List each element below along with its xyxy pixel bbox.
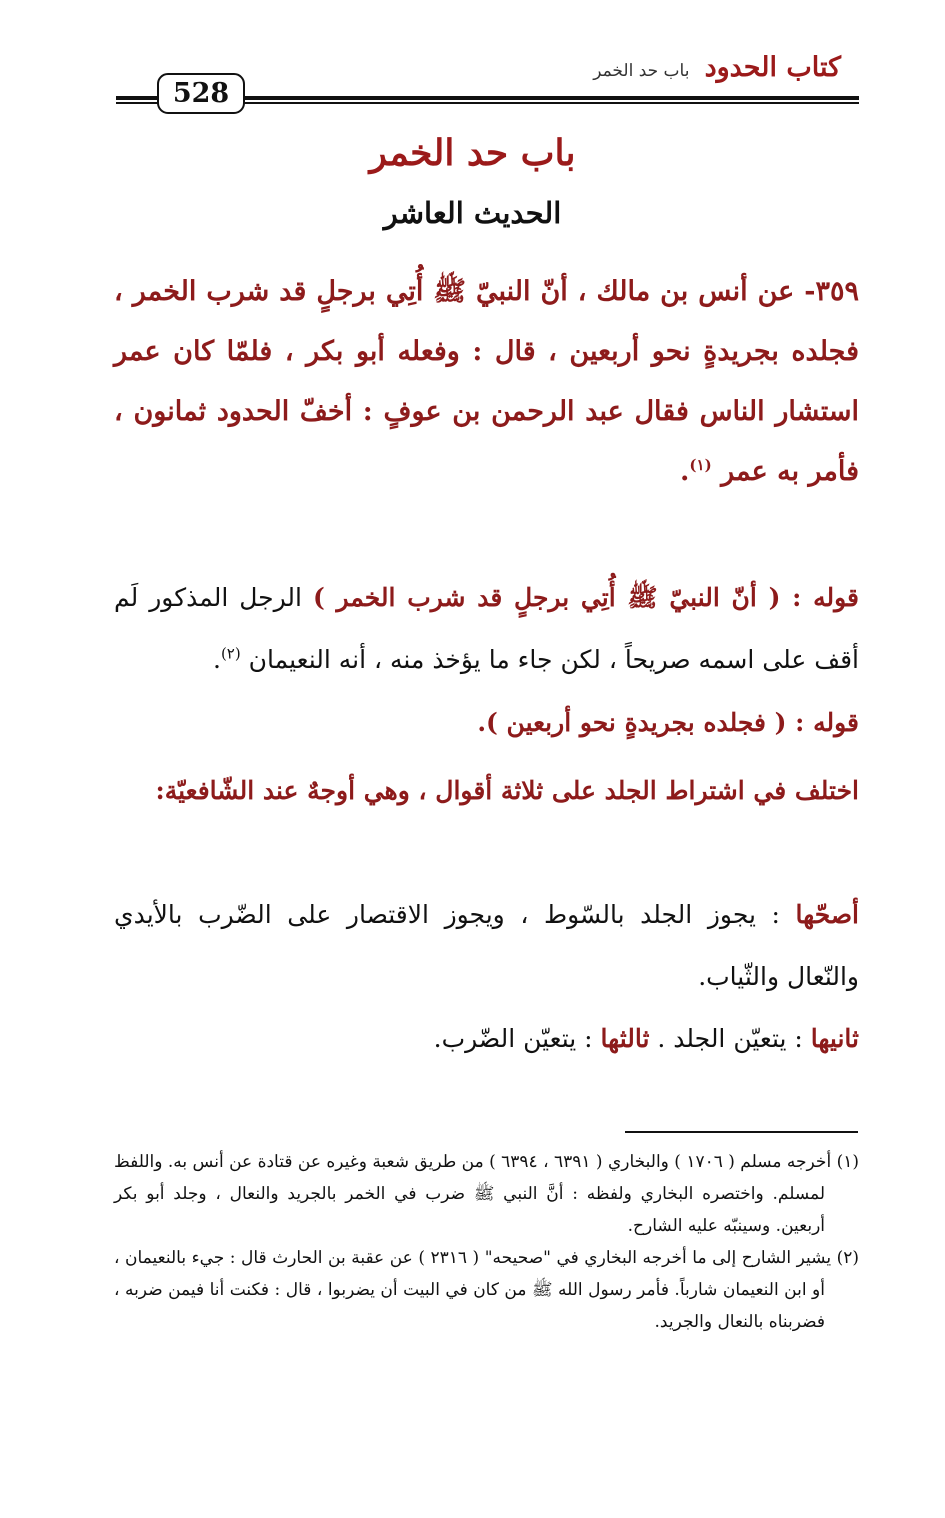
opinion-first-label: أصحّها	[795, 900, 859, 929]
footnote-2: (٢) يشير الشارح إلى ما أخرجه البخاري في "صحيحه" ( ٢٣١٦ ) عن عقبة بن الحارث قال : جيء بالنعيمان ، أو ابن النعيمان شارباً. فأمر رسول الله ﷺ من كان في البيت أن يضربوا ، قال : فكنت أنا فيمن ضربه ، فضربناه بالنعال والجريد.	[114, 1248, 859, 1332]
opinion-second-text: : يتعيّن الجلد .	[649, 1024, 811, 1053]
opinion-third-text: : يتعيّن الضّرب.	[433, 1024, 601, 1053]
commentary-paragraph-5	[114, 1008, 859, 1070]
book-title: كتاب الحدود	[704, 52, 841, 83]
page-header	[0, 0, 945, 130]
hadith-body: ٣٥٩- عن أنس بن مالك ، أنّ النبيّ ﷺ أُتِي برجلٍ قد شرب الخمر ، فجلده بجريدةٍ نحو أربعين ، قال : وفعله أبو بكر ، فلمّا كان عمر استشار الناس فقال عبد الرحمن بن عوفٍ : أخفّ الحدود ثمانون ، فأمر به عمر	[114, 276, 859, 487]
chapter-title: باب حد الخمر	[369, 132, 576, 174]
opinion-second-label: ثانيها	[810, 1024, 859, 1053]
commentary-paragraph-2	[114, 692, 859, 754]
commentary-paragraph-3: اختلف في اشتراط الجلد على ثلاثة أقوال ، وهي أوجهٌ عند الشّافعيّة:	[155, 776, 859, 805]
page-number: 528	[157, 73, 245, 114]
commentary-text-1: الرجل المذكور لَم أقف على اسمه صريحاً ، لكن جاء ما يؤخذ منه ، أنه النعيمان	[114, 583, 859, 674]
running-chapter-title: باب حد الخمر	[593, 61, 690, 81]
commentary-paragraph-4	[114, 884, 859, 1008]
commentary-paragraph-1: قوله : ( أنّ النبيّ ﷺ أُتِي برجلٍ قد شرب الخمر ) الرجل المذكور لَم أقف على اسمه صريحاً ، لكن جاء ما يؤخذ منه ، أنه النعيمان $^{(٢)}$.	[114, 583, 859, 674]
footnotes	[114, 1146, 859, 1338]
footnote-separator	[625, 1131, 858, 1133]
footnote-ref-2: (٢)	[220, 644, 241, 663]
commentary-lead-1: قوله : ( أنّ النبيّ ﷺ أُتِي برجلٍ قد شرب الخمر )	[312, 583, 859, 612]
commentary-lead-2: قوله : ( فجلده بجريدةٍ نحو أربعين ).	[477, 708, 859, 737]
opinion-first-text: : يجوز الجلد بالسّوط ، ويجوز الاقتصار على الضّرب بالأيدي والنّعال والثّياب.	[114, 900, 859, 991]
opinion-third-label: ثالثها	[600, 1024, 650, 1053]
hadith-text: ٣٥٩- عن أنس بن مالك ، أنّ النبيّ ﷺ أُتِي برجلٍ قد شرب الخمر ، فجلده بجريدةٍ نحو أربعين ، قال : وفعله أبو بكر ، فلمّا كان عمر استشار الناس فقال عبد الرحمن بن عوفٍ : أخفّ الحدود ثمانون ، فأمر به عمر $^{(١)}$.	[114, 276, 859, 487]
running-title	[593, 52, 841, 83]
hadith-label: الحديث العاشر	[383, 196, 562, 230]
footnote-1: (١) أخرجه مسلم ( ١٧٠٦ ) والبخاري ( ٦٣٩١ ، ٦٣٩٤ ) من طريق شعبة وغيره عن قتادة عن أنس به. واللفظ لمسلم. واختصره البخاري ولفظه : أنَّ النبي ﷺ ضرب في الخمر بالجريد والنعال ، وجلد أبو بكر أربعين. وسينبّه عليه الشارح.	[114, 1152, 859, 1236]
footnote-ref-1: (١)	[689, 456, 712, 474]
